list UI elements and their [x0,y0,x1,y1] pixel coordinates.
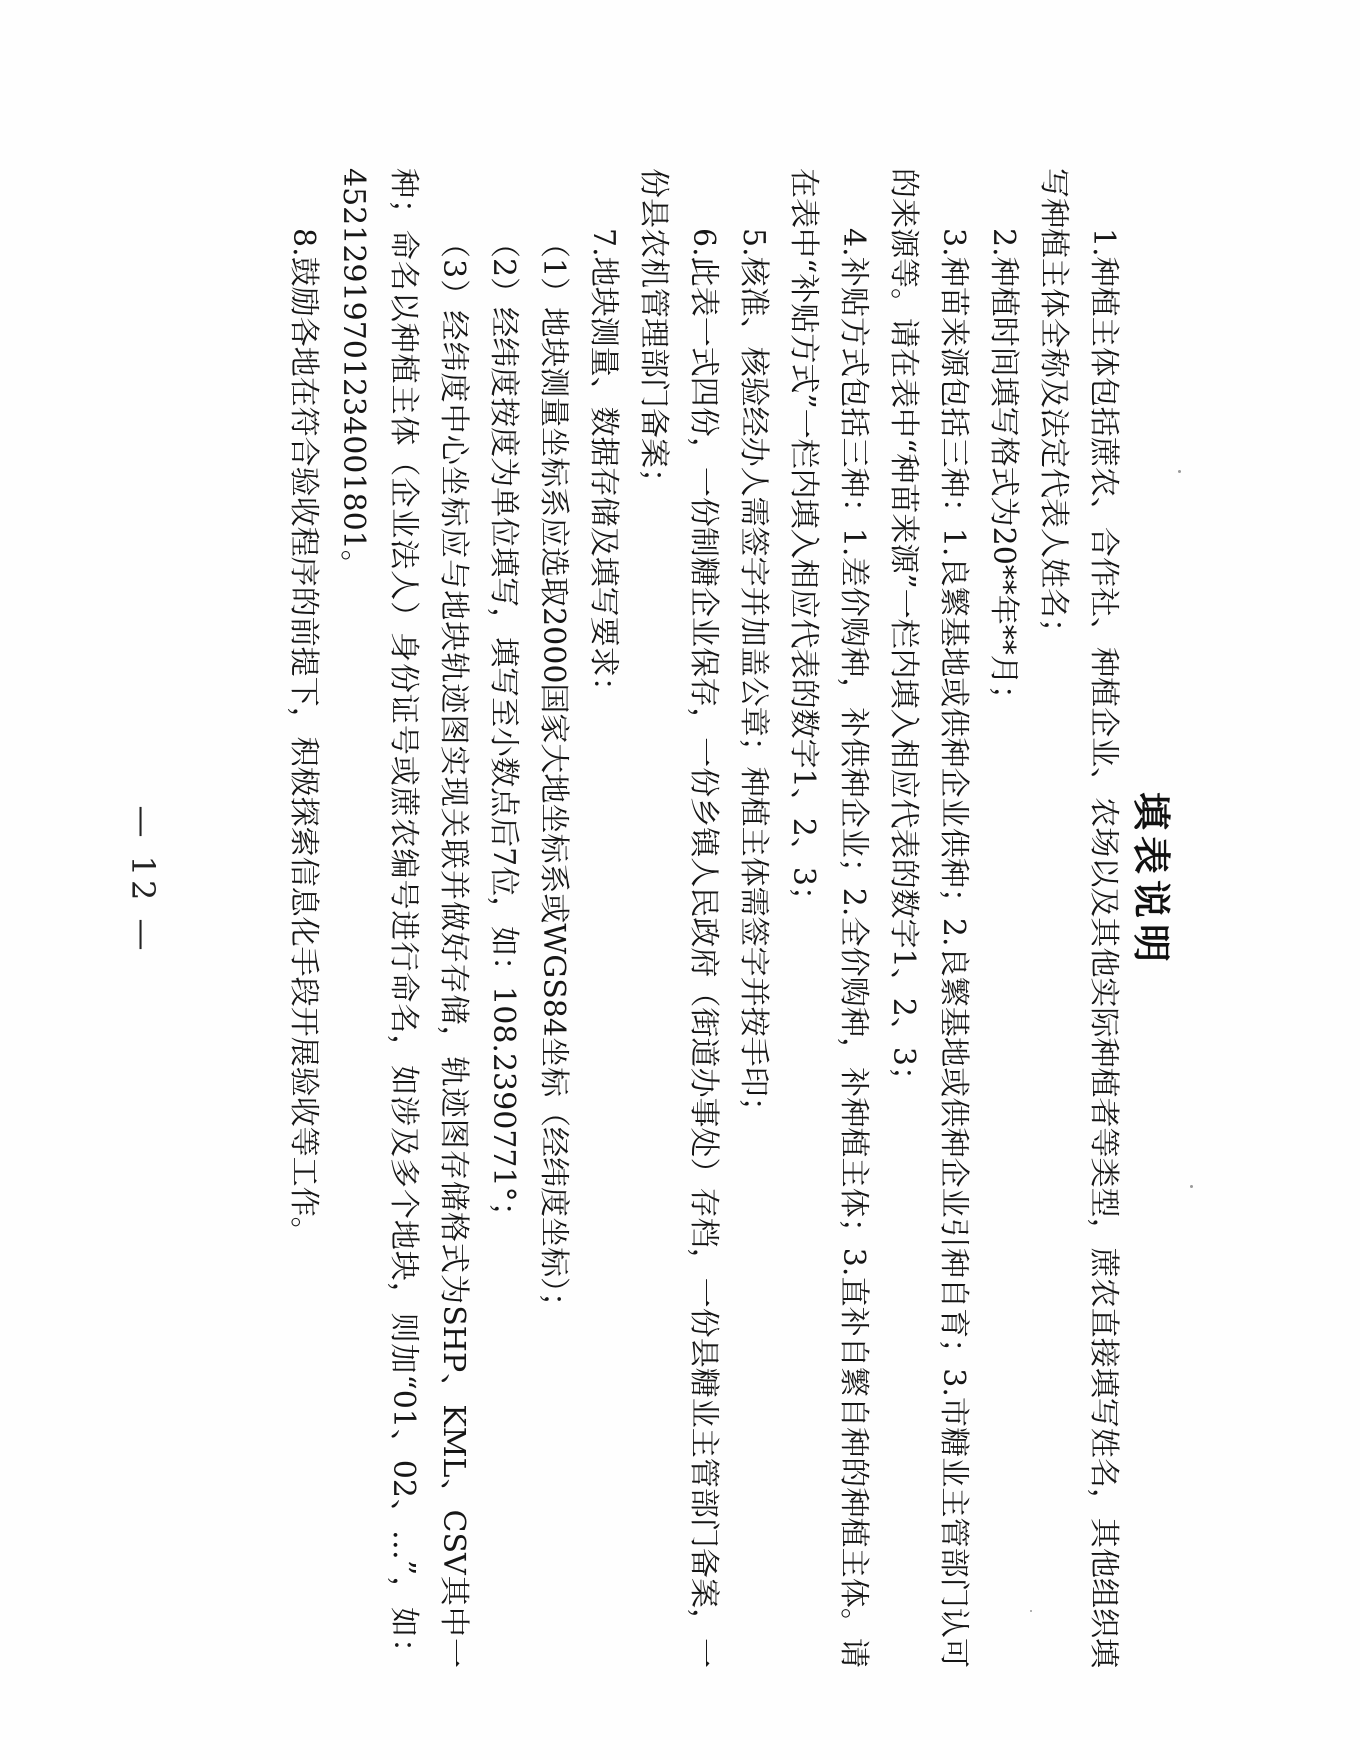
document-title: 填表说明 [1129,791,1173,968]
paragraph-7-3: （3）经纬度中心坐标应与地块轨迹图实现关联并做好存储，轨迹图存储格式为SHP、KML、CSV其中一种；命名以种植主体（企业法人）身份证号或蔗农编号进行命名，如涉及多个地块，则加“01、02、…”，如：45212919701234001801。 [336,168,471,1668]
paragraph-2: 2.种植时间填写格式为20**年**月； [986,228,1021,715]
paragraph-8: 8.鼓励各地在符合验收程序的前提下，积极探索信息化手段开展验收等工作。 [286,228,321,1247]
paragraph-5: 5.核准、核验经办人需签字并加盖公章；种植主体需签字并按手印； [736,228,771,1127]
scan-speck [1190,1185,1193,1188]
scan-speck [1030,1610,1032,1612]
paragraph-4: 4.补贴方式包括三种：1.差价购种，补供种企业；2.全价购种，补种植主体；3.直补自繁自种的种植主体。请在表中“补贴方式”一栏内填入相应代表的数字1、2、3； [786,168,871,1668]
paragraph-1: 1.种植主体包括蔗农、合作社、种植企业、农场以及其他实际种植者等类型，蔗农直接填写姓名，其他组织填写种植主体全称及法定代表人姓名； [1036,168,1121,1668]
scan-speck [1178,470,1181,473]
paragraph-3: 3.种苗来源包括三种：1.良繁基地或供种企业供种；2.良繁基地或供种企业引种自育；3.市糖业主管部门认可的来源等。请在表中“种苗来源”一栏内填入相应代表的数字1、2、3； [886,168,971,1668]
page-number: — 12 — [124,805,162,955]
document-body [278,168,1128,1668]
paragraph-7-2: （2）经纬度按度为单位填写，填写至小数点后7位，如：108.2390771°； [486,228,521,1232]
paragraph-7: 7.地块测量、数据存储及填写要求： [586,228,621,707]
paragraph-7-1: （1）地块测量坐标系应选取2000国家大地坐标系或WGS84坐标（经纬度坐标）； [536,228,571,1322]
paragraph-6: 6.此表一式四份，一份制糖企业保存，一份乡镇人民政府（街道办事处）存档，一份县糖业主管部门备案，一份县农机管理部门备案； [636,168,721,1668]
